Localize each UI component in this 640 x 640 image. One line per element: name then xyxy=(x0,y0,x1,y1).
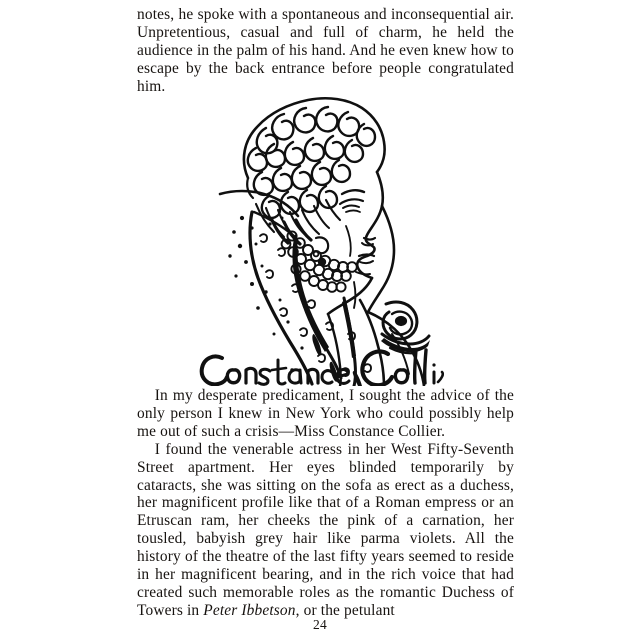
page-number: 24 xyxy=(312,617,328,632)
bottom-text-block xyxy=(137,387,514,620)
paragraph-text-after-title: , or the petulant xyxy=(295,601,395,619)
paragraph-top: notes, he spoke with a spontaneous and inconsequential air. Unpretentious, casual and full of charm, he held the audience in the palm of his hand. And he even knew how to escape by the back entrance before people congratulated him. xyxy=(137,6,514,95)
top-text-block xyxy=(137,6,514,96)
book-title-peter-ibbetson: Peter Ibbetson xyxy=(203,601,296,619)
portrait-illustration xyxy=(196,86,444,386)
paragraph-text-before-title: I found the venerable actress in her West Fifty-Seventh Street apartment. Her eyes blinded temporarily by cataracts, she was sitting on the sofa as erect as a duchess, her magnificent profile like that of a Roman empress or an Etruscan ram, her cheeks the pink of a carnation, her tousled, babyish grey hair like parma violets. All the history of the theatre of the last fifty years seemed to reside in her magnificent bearing, and in the rich voice that had created such memorable roles as the romantic Duchess of Towers in xyxy=(137,440,514,619)
paragraph-predicament: In my desperate predicament, I sought the advice of the only person I knew in New York who could possibly help me out of such a crisis—Miss Constance Collier. xyxy=(137,387,514,440)
paragraph-venerable-actress xyxy=(137,441,514,620)
